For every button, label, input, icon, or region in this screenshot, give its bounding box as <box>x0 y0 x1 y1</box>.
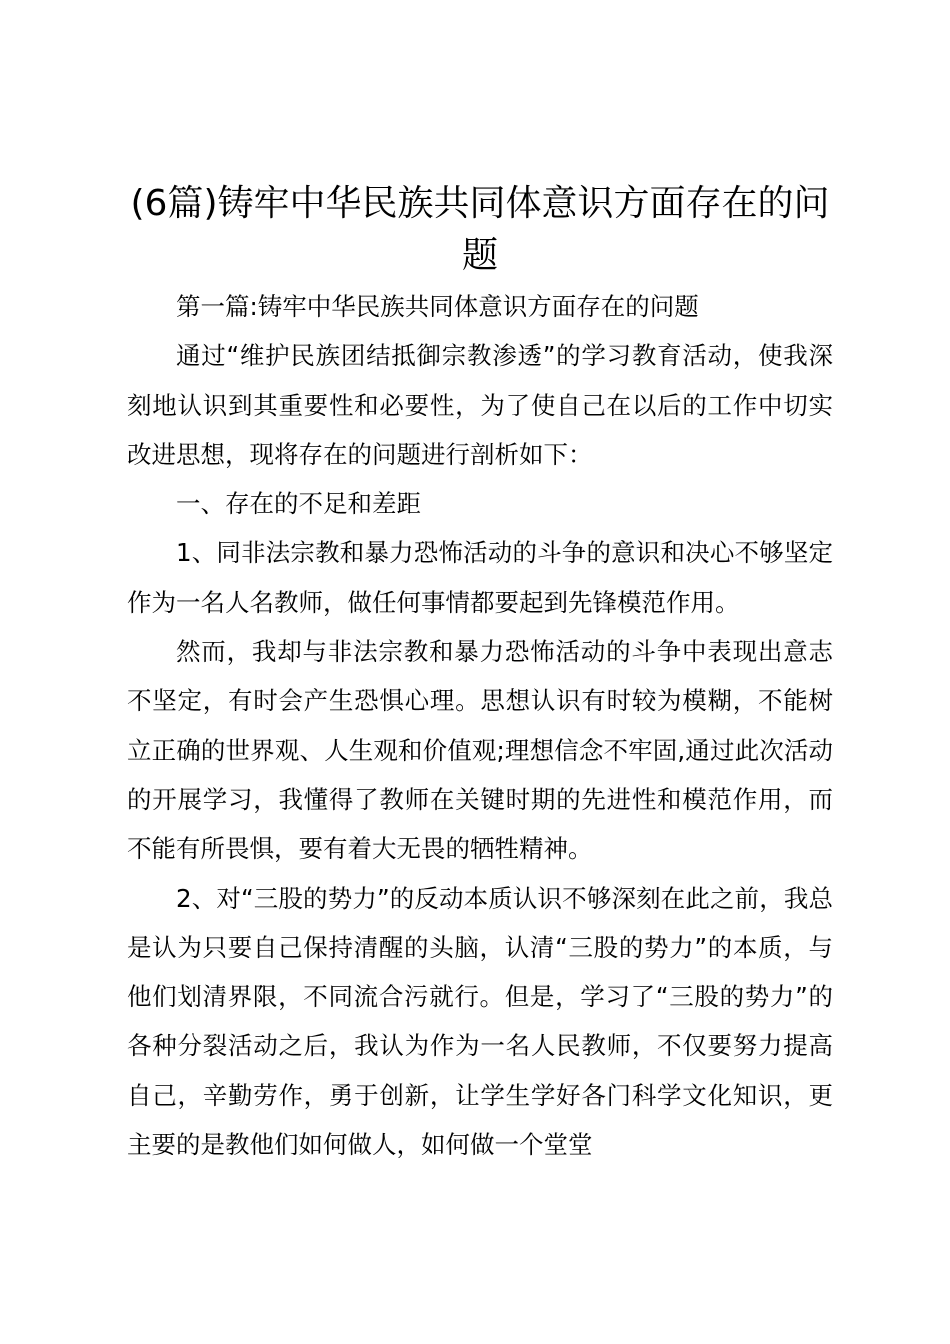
paragraph-point-2: 2、对“三股的势力”的反动本质认识不够深刻在此之前，我总是认为只要自己保持清醒的头脑，认清“三股的势力”的本质，与他们划清界限，不同流合污就行。但是，学习了“三股的势力”的各种分裂活动之后，我认为作为一名人民教师，不仅要努力提高自己，辛勤劳作，勇于创新，让学生学好各门科学文化知识，更主要的是教他们如何做人，如何做一个堂堂 <box>127 883 833 1160</box>
paragraph-intro: 通过“维护民族团结抵御宗教渗透”的学习教育活动，使我深刻地认识到其重要性和必要性，为了使自己在以后的工作中切实改进思想，现将存在的问题进行剖析如下： <box>127 341 833 469</box>
paragraph-point-1: 1、同非法宗教和暴力恐怖活动的斗争的意识和决心不够坚定作为一名人名教师，做任何事情都要起到先锋模范作用。 <box>127 538 833 617</box>
paragraph-point-1-detail: 然而，我却与非法宗教和暴力恐怖活动的斗争中表现出意志不坚定，有时会产生恐惧心理。思想认识有时较为模糊，不能树立正确的世界观、人生观和价值观;理想信念不牢固,通过此次活动的开展学习，我懂得了教师在关键时期的先进性和模范作用，而不能有所畏惧，要有着大无畏的牺牲精神。 <box>127 637 833 864</box>
paragraph-chapter-heading: 第一篇:铸牢中华民族共同体意识方面存在的问题 <box>176 292 699 321</box>
paragraph-section-heading: 一、存在的不足和差距 <box>176 489 421 519</box>
document-body <box>127 282 833 1169</box>
document-title: (6篇)铸牢中华民族共同体意识方面存在的问题 <box>130 183 830 276</box>
